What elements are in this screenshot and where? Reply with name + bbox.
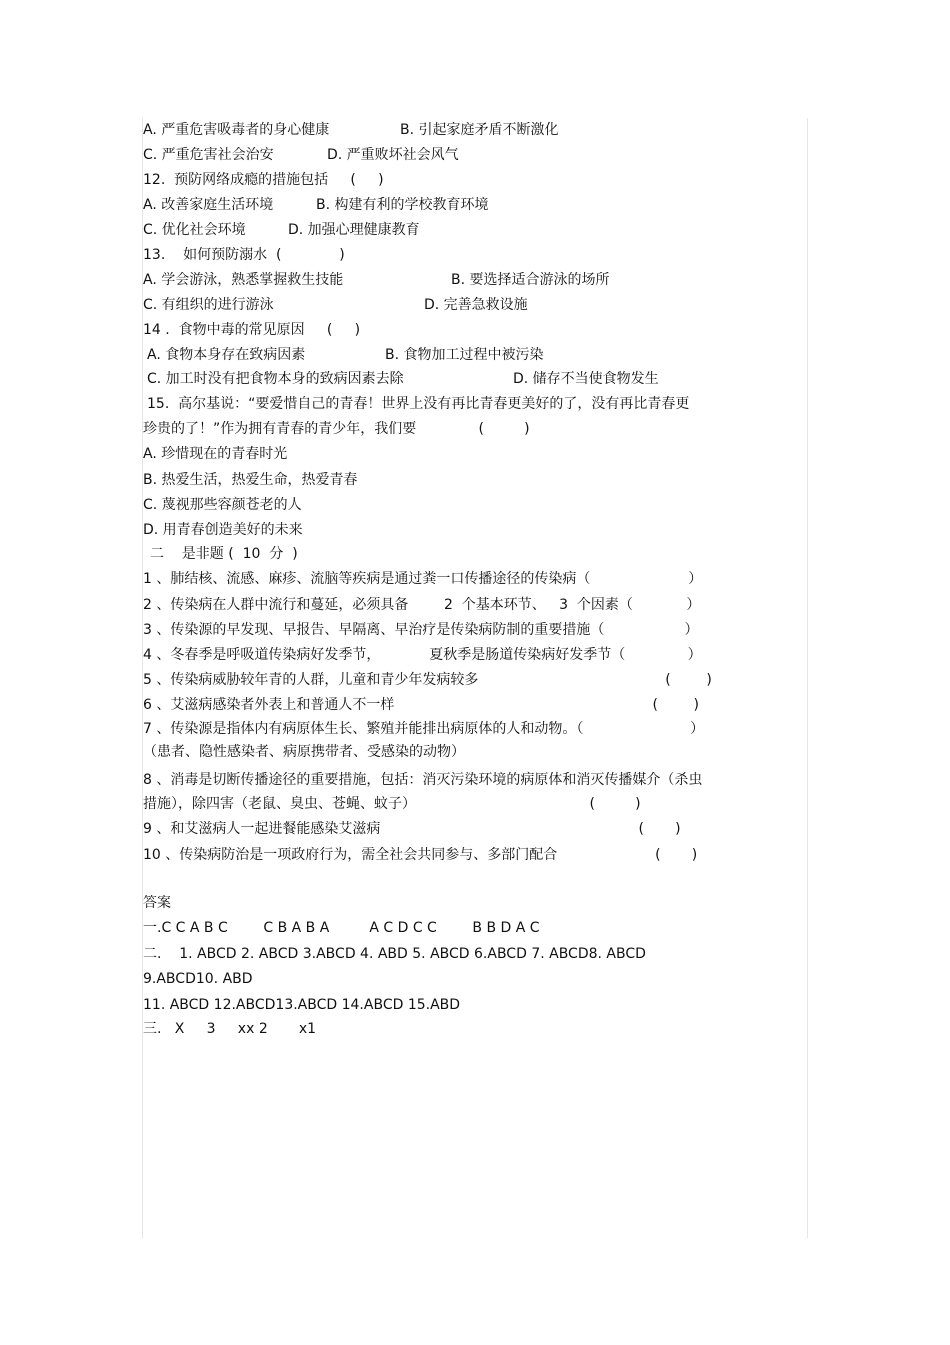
answer-line: 11. ABCD 12.ABCD13.ABCD 14.ABCD 15.ABD — [143, 997, 461, 1013]
tf-item: 10 、传染病防治是一项政府行为，需全社会共同参与、多部门配合 ( ) — [143, 847, 698, 863]
answers-heading: 答案 — [143, 895, 171, 911]
q14-stem: 14 . 食物中毒的常见原因 ( ) — [143, 322, 361, 338]
q11-option-a: A. 严重危害吸毒者的身心健康 — [143, 122, 330, 138]
q11-option-b: B. 引起家庭矛盾不断激化 — [400, 122, 559, 138]
q15-stem-line-2: 珍贵的了！”作为拥有青春的青少年，我们要 ( ) — [143, 421, 530, 437]
q15-option-b: B. 热爱生活，热爱生命，热爱青春 — [143, 472, 358, 488]
section-2-title: 二 是非题 ( 10 分 ) — [150, 546, 298, 562]
q12-option-d: D. 加强心理健康教育 — [288, 222, 420, 238]
tf-item: 7 、传染源是指体内有病原体生长、繁殖并能排出病原体的人和动物。（ ） — [143, 721, 705, 737]
q13-stem: 13. 如何预防溺水 ( ) — [143, 247, 345, 263]
tf-item: 9 、和艾滋病人一起进餐能感染艾滋病 ( ) — [143, 821, 681, 837]
q15-option-a: A. 珍惜现在的青春时光 — [143, 446, 288, 462]
answer-line: 一.C C A B C C B A B A A C D C C B B D A C — [143, 920, 540, 936]
tf-item: 4 、冬春季是呼吸道传染病好发季节， 夏秋季是肠道传染病好发季节（ ） — [143, 647, 702, 663]
q11-option-d: D. 严重败坏社会风气 — [327, 147, 459, 163]
q15-stem-line-1: 15. 高尔基说：“要爱惜自己的青春！世界上没有再比青春更美好的了，没有再比青春更 — [147, 396, 690, 412]
q13-option-d: D. 完善急救设施 — [424, 297, 528, 313]
q14-option-d: D. 储存不当使食物发生 — [513, 371, 659, 387]
q13-option-a: A. 学会游泳，熟悉掌握救生技能 — [143, 272, 344, 288]
q15-option-c: C. 蔑视那些容颜苍老的人 — [143, 497, 302, 513]
q13-option-c: C. 有组织的进行游泳 — [143, 297, 274, 313]
tf-item-continued: 措施），除四害（老鼠、臭虫、苍蝇、蚊子） ( ) — [143, 796, 641, 812]
answer-line: 二. 1. ABCD 2. ABCD 3.ABCD 4. ABD 5. ABCD 6.ABCD 7. ABCD8. ABCD — [143, 946, 646, 962]
q14-option-b: B. 食物加工过程中被污染 — [385, 347, 544, 363]
q14-option-c: C. 加工时没有把食物本身的致病因素去除 — [147, 371, 404, 387]
answer-line: 9.ABCD10. ABD — [143, 971, 253, 987]
tf-item-note: （患者、隐性感染者、病原携带者、受感染的动物） — [143, 744, 465, 760]
q12-option-a: A. 改善家庭生活环境 — [143, 197, 274, 213]
tf-item: 6 、艾滋病感染者外表上和普通人不一样 ( ) — [143, 697, 699, 713]
q13-option-b: B. 要选择适合游泳的场所 — [451, 272, 610, 288]
tf-item: 1 、肺结核、流感、麻疹、流脑等疾病是通过粪一口传播途径的传染病（ ） — [143, 571, 703, 587]
q12-option-b: B. 构建有利的学校教育环境 — [316, 197, 489, 213]
tf-item: 5 、传染病威胁较年青的人群，儿童和青少年发病较多 ( ) — [143, 672, 712, 688]
q12-option-c: C. 优化社会环境 — [143, 222, 246, 238]
tf-item: 2 、传染病在人群中流行和蔓延，必须具备 2 个基本环节、 3 个因素（ ） — [143, 597, 701, 613]
answer-line: 三. X 3 xx 2 x1 — [143, 1021, 317, 1037]
q15-option-d: D. 用青春创造美好的未来 — [143, 522, 303, 538]
tf-item: 8 、消毒是切断传播途径的重要措施，包括：消灭污染环境的病原体和消灭传播媒介（杀虫 — [143, 772, 703, 788]
tf-item: 3 、传染源的早发现、早报告、早隔离、早治疗是传染病防制的重要措施（ ） — [143, 622, 699, 638]
q12-stem: 12. 预防网络成瘾的措施包括 ( ) — [143, 172, 384, 188]
q14-option-a: A. 食物本身存在致病因素 — [147, 347, 306, 363]
q11-option-c: C. 严重危害社会治安 — [143, 147, 274, 163]
